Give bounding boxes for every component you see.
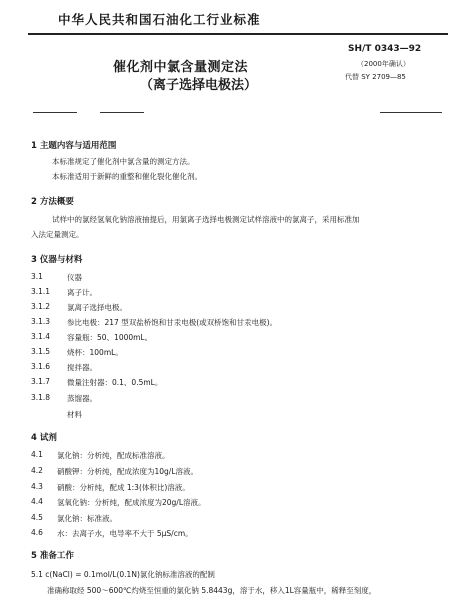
item-text: 仪器 <box>67 273 82 282</box>
section-heading: 3 仪器与材料 <box>31 255 83 265</box>
item-text: 离子计。 <box>67 288 97 297</box>
item-text: 材料 <box>67 410 82 419</box>
item-number: 3.1.1 <box>31 287 51 296</box>
item-text: 氯化钠：分析纯，配成标准溶液。 <box>57 451 170 460</box>
document-subtitle: （离子选择电极法） <box>140 78 258 93</box>
standard-replaces: 代替 SY 2709—85 <box>345 73 406 81</box>
item-text: 氢氧化钠：分析纯，配成浓度为20g/L溶液。 <box>57 498 206 507</box>
item-number: 4.6 <box>31 528 43 537</box>
date-mark-right <box>380 112 442 113</box>
item-number: 3.1.6 <box>31 362 51 371</box>
item-text: 水：去离子水，电导率不大于 5μS/cm。 <box>57 529 193 538</box>
item-number: 4.4 <box>31 497 43 506</box>
item-text: 氯离子选择电极。 <box>67 303 127 312</box>
item-text: 硝酸：分析纯，配成 1:3(体积比)溶液。 <box>57 483 190 492</box>
item-number: 4.2 <box>31 466 43 475</box>
item-text: 硝酸钾：分析纯，配成浓度为10g/L溶液。 <box>57 467 199 476</box>
date-mark-left <box>33 112 77 113</box>
section-line: 入法定量测定。 <box>31 230 84 239</box>
item-text: 搅拌器。 <box>67 363 97 372</box>
section-line: 试样中的氯经氢氧化钠溶液抽提后，用氯离子选择电极测定试样溶液中的氯离子，采用标准加 <box>52 215 360 224</box>
item-number: 3.1.3 <box>31 317 51 326</box>
item-number: 3.1 <box>31 272 43 281</box>
item-number: 4.1 <box>31 450 43 459</box>
section-heading: 1 主题内容与适用范围 <box>31 141 117 151</box>
item-number: 3.1.7 <box>31 377 51 386</box>
item-number: 3.1.5 <box>31 347 51 356</box>
date-mark-middle <box>100 112 144 113</box>
item-text: 氯化钠：标准液。 <box>57 514 117 523</box>
standard-organization: 中华人民共和国石油化工行业标准 <box>58 12 261 27</box>
section-heading: 5 准备工作 <box>31 551 74 561</box>
section-line: 本标准适用于新鲜的重整和催化裂化催化剂。 <box>52 172 202 181</box>
item-number: 3.1.4 <box>31 332 51 341</box>
item-text: 参比电极：217 型双盐桥饱和甘汞电极(或双桥饱和甘汞电极)。 <box>67 318 278 327</box>
header-divider <box>28 33 448 35</box>
item-number: 4.5 <box>31 513 43 522</box>
document-title: 催化剂中氯含量测定法 <box>113 60 249 75</box>
section-heading: 2 方法概要 <box>31 197 74 207</box>
item-number: 3.1.8 <box>31 393 51 402</box>
section-line: 本标准规定了催化剂中氯含量的测定方法。 <box>52 157 195 166</box>
item-number: 3.1.2 <box>31 302 51 311</box>
section-line: 准确称取经 500～600℃灼烧至恒重的氯化钠 5.8443g，溶于水，移入1L容量瓶中，稀释至刻度， <box>47 586 377 595</box>
item-number: 4.3 <box>31 482 43 491</box>
item-text: 容量瓶：50、1000mL。 <box>67 333 153 342</box>
item-text: 烧杯：100mL。 <box>67 348 123 357</box>
section-line: 5.1 c(NaCl) = 0.1mol/L(0.1N)氯化钠标准溶液的配制 <box>31 570 215 579</box>
standard-code: SH/T 0343—92 <box>348 44 422 54</box>
standard-approval: （2000年确认） <box>357 60 410 68</box>
item-text: 微量注射器：0.1、0.5mL。 <box>67 378 163 387</box>
item-text: 蒸馏器。 <box>67 394 97 403</box>
section-heading: 4 试剂 <box>31 433 57 443</box>
